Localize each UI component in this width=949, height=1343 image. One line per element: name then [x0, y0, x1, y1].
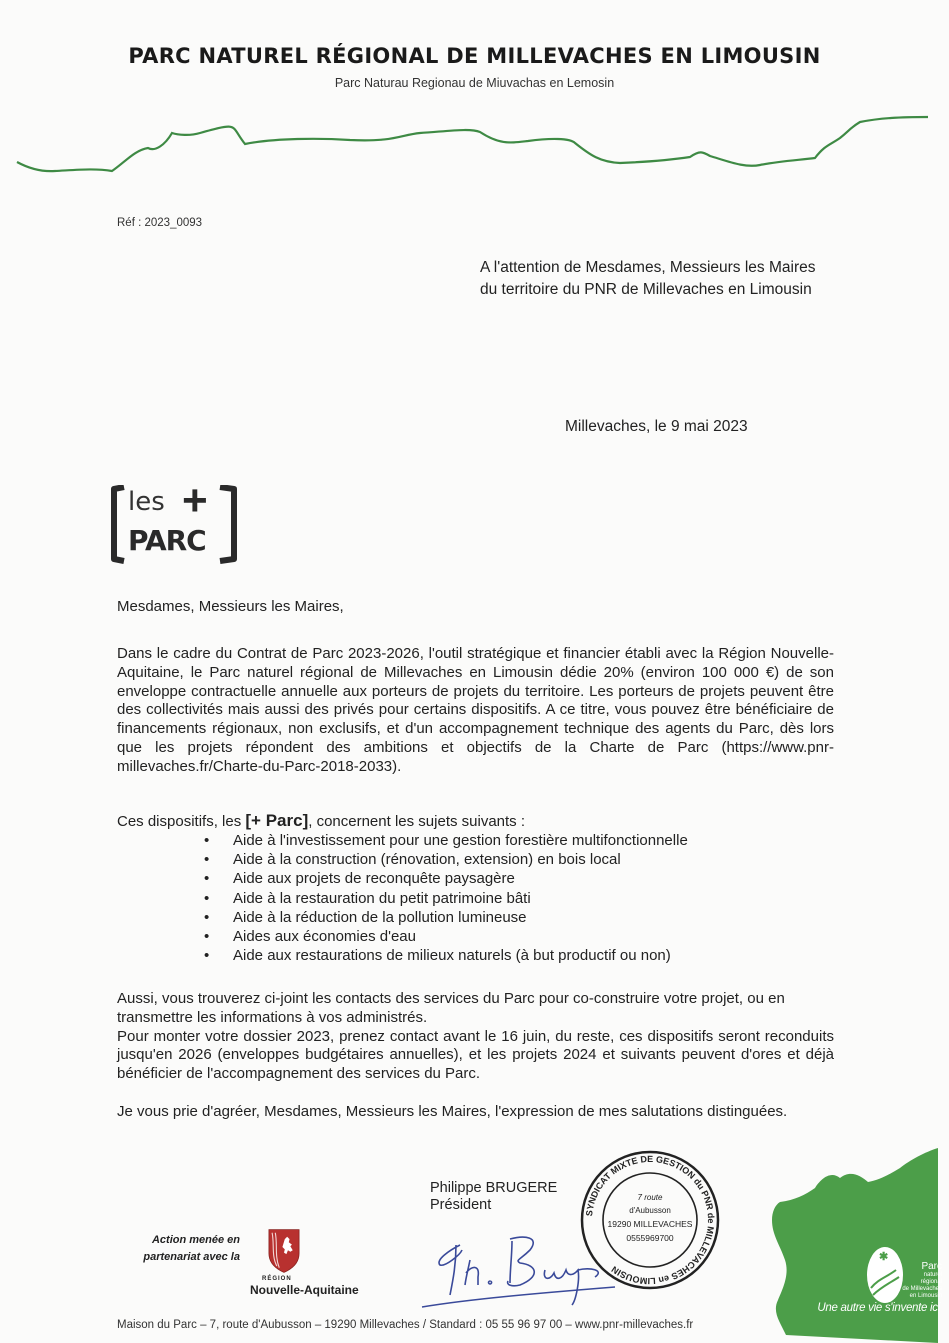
- region-label: RÉGION: [262, 1276, 292, 1282]
- list-item: • Aide à l'investissement pour une gestion forestière multifonctionnelle: [233, 831, 688, 850]
- recipient-line: du territoire du PNR de Millevaches en Limousin: [480, 281, 812, 298]
- list-item: • Aide à la restauration du petit patrimoine bâti: [233, 889, 688, 908]
- stamp-line: 0555969700: [626, 1233, 674, 1243]
- recipient-line: A l'attention de Mesdames, Messieurs les Maires: [480, 259, 816, 276]
- park-logo-line: naturel: [923, 1272, 942, 1278]
- paragraph-line: Pour monter votre dossier 2023, prenez contact avant le 16 juin, du reste, ces dispositifs seront reconduits jusqu'en 2026 (enveloppes budgétaires annuelles), et les projets 2024 et suivants peuvent d'ores et déjà bénéficier de l'accompagnement des services du Parc.: [117, 1027, 834, 1083]
- signer-block: [430, 1180, 570, 1214]
- list-item: • Aide aux restaurations de milieux naturels (à but productif ou non): [233, 946, 688, 965]
- list-intro-before: Ces dispositifs, les: [117, 813, 246, 830]
- stamp-line: 7 route: [637, 1193, 663, 1202]
- stamp-line: d'Aubusson: [629, 1206, 671, 1215]
- signer-name: Philippe BRUGERE: [430, 1180, 558, 1196]
- mountain-line: [0, 100, 949, 180]
- park-logo-line: de Millevaches: [902, 1286, 942, 1292]
- logo-les: les: [128, 487, 165, 517]
- letter-date: Millevaches, le 9 mai 2023: [565, 418, 748, 435]
- les-plus-parc-logo: [110, 476, 240, 565]
- handwritten-signature: [420, 1215, 620, 1310]
- footer-address: Maison du Parc – 7, route d'Aubusson – 19290 Millevaches / Standard : 05 55 96 97 00 – www.pnr-millevaches.fr: [117, 1319, 694, 1331]
- letterhead-subtitle: Parc Naturau Regionau de Miuvachas en Lemosin: [334, 76, 615, 90]
- paragraph-contacts: [117, 990, 834, 1084]
- list-item: • Aide à la construction (rénovation, extension) en bois local: [233, 850, 688, 869]
- list-intro-after: , concernent les sujets suivants :: [308, 813, 526, 830]
- reference-number: Réf : 2023_0093: [117, 217, 203, 229]
- list-item: • Aide aux projets de reconquête paysagère: [233, 869, 688, 888]
- region-name: Nouvelle-Aquitaine: [250, 1283, 359, 1297]
- signer-role: Président: [430, 1197, 492, 1213]
- recipient-block: [480, 257, 816, 301]
- stamp-ring-text: SYNDICAT MIXTE DE GESTION du PNR de MILLEVACHES en LIMOUSIN: [584, 1153, 717, 1287]
- stamp-line: 19290 MILLEVACHES: [607, 1219, 693, 1229]
- park-logo-line: régional: [920, 1279, 942, 1285]
- letterhead-title: PARC NATUREL RÉGIONAL DE MILLEVACHES EN LIMOUSIN: [128, 44, 821, 68]
- salutation: Mesdames, Messieurs les Maires,: [117, 598, 344, 615]
- park-logo-parc: Parc: [921, 1261, 942, 1272]
- paragraph-line: Aussi, vous trouverez ci-joint les contacts des services du Parc pour co-construire votre projet, ou en transmettre les informations à vos administrés.: [117, 990, 785, 1026]
- plus-parc-highlight: [+ Parc]: [245, 811, 309, 830]
- park-slogan: Une autre vie s'invente ici: [817, 1302, 940, 1314]
- park-logo-text: [880, 1262, 942, 1300]
- svg-text:✱: ✱: [879, 1251, 889, 1263]
- closing-formula: Je vous prie d'agréer, Mesdames, Messieurs les Maires, l'expression de mes salutations distinguées.: [117, 1103, 788, 1120]
- measures-list: [233, 831, 688, 965]
- list-item: • Aides aux économies d'eau: [233, 927, 688, 946]
- logo-plus: +: [182, 476, 208, 525]
- list-item: • Aide à la réduction de la pollution lumineuse: [233, 908, 688, 927]
- nouvelle-aquitaine-shield-logo: [267, 1228, 301, 1274]
- partnership-text: Action menée en partenariat avec la: [143, 1234, 240, 1263]
- list-intro: [117, 811, 525, 831]
- park-logo-line: en Limousin: [909, 1293, 942, 1299]
- paragraph-intro: Dans le cadre du Contrat de Parc 2023-2026, l'outil stratégique et financier établi avec la Région Nouvelle-Aquitaine, le Parc naturel régional de Millevaches en Limousin dédie 20% (environ 100 000 €) de son enveloppe contractuelle annuelle aux porteurs de projets du territoire. Les porteurs de projets peuvent être des collectivités mais aussi des privés pour certains dispositifs. A ce titre, vous pouvez être bénéficiaire de financements régionaux, non exclusifs, et d'un accompagnement technique des agents du Parc, dès lors que les projets répondent des ambitions et objectifs de la Charte de Parc (https://www.pnr-millevaches.fr/Charte-du-Parc-2018-2033).: [117, 645, 834, 775]
- logo-parc: PARC: [128, 524, 206, 557]
